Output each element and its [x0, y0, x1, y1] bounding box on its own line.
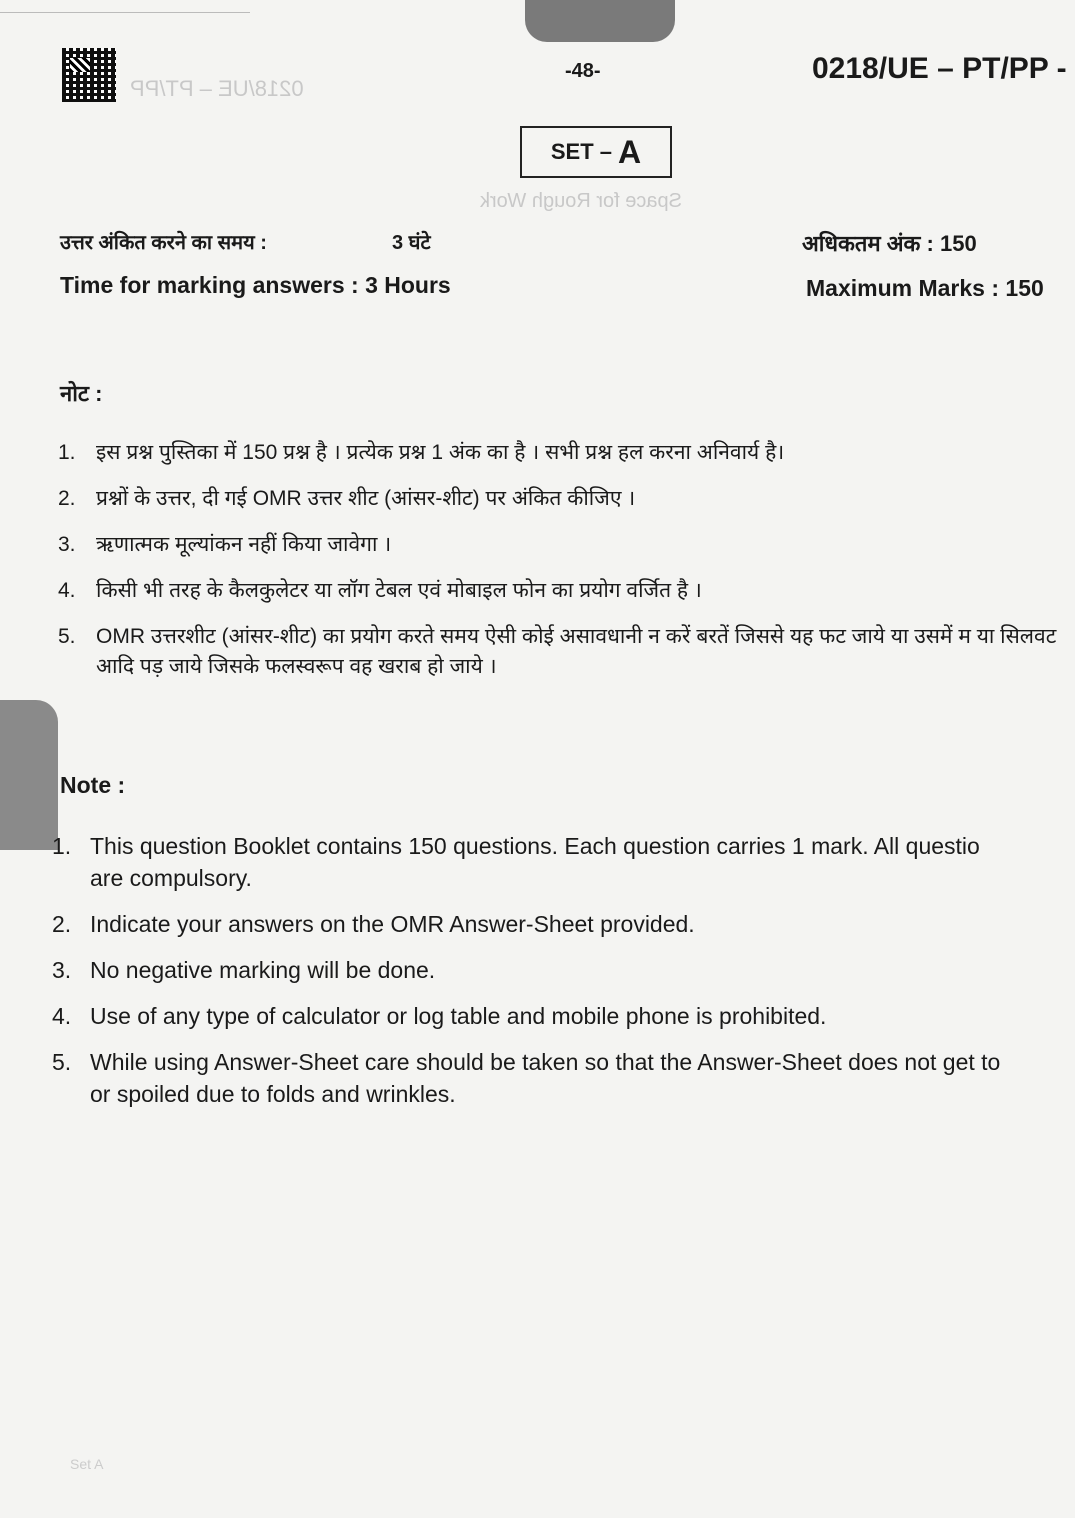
paper-code: 0218/UE – PT/PP - [812, 52, 1067, 85]
english-note-item [52, 1046, 1075, 1110]
english-note-item [52, 954, 1075, 986]
item-text: Indicate your answers on the OMR Answer-Sheet provided. [90, 911, 695, 937]
english-note-list [52, 830, 1075, 1124]
hindi-note-item [58, 484, 1075, 514]
item-text: प्रश्नों के उत्तर, दी गई OMR उत्तर शीट (आंसर-शीट) पर अंकित कीजिए । [96, 487, 636, 510]
item-number: 5. [52, 1049, 72, 1075]
item-text: Use of any type of calculator or log table and mobile phone is prohibited. [90, 1003, 827, 1029]
item-text-cont: or spoiled due to folds and wrinkles. [90, 1081, 456, 1107]
english-note-item [52, 908, 1075, 940]
item-text: ऋणात्मक मूल्यांकन नहीं किया जावेगा । [96, 533, 392, 556]
english-note-heading: Note : [60, 772, 126, 798]
english-time: Time for marking answers : 3 Hours [60, 272, 451, 298]
hindi-note-list [58, 438, 1075, 698]
top-binding-tab [525, 0, 675, 42]
item-text: While using Answer-Sheet care should be taken so that the Answer-Sheet does not get to [90, 1049, 1001, 1075]
item-number: 3. [58, 533, 76, 556]
item-text: This question Booklet contains 150 questions. Each question carries 1 mark. All questio [90, 833, 980, 859]
hindi-time-label: उत्तर अंकित करने का समय : [60, 232, 267, 254]
item-number: 5. [58, 625, 76, 648]
set-value: A [618, 133, 642, 170]
item-text: OMR उत्तरशीट (आंसर-शीट) का प्रयोग करते समय ऐसी कोई असावधानी न करें बरतें जिससे यह फट जाये या उसमें म या सिलवट आदि पड़ जाये जिसके फलस्वरूप वह खराब हो जाये । [96, 625, 1057, 678]
item-number: 2. [58, 487, 76, 510]
qr-code-icon [62, 48, 116, 102]
hindi-note-item [58, 576, 1075, 606]
english-max-marks: Maximum Marks : 150 [806, 275, 1044, 301]
item-number: 1. [58, 441, 76, 464]
rough-work-bleed: Space for Rough Work [480, 190, 682, 212]
faint-stamp: Set A [70, 1456, 104, 1472]
hindi-max-marks: अधिकतम अंक : 150 [802, 231, 977, 256]
item-text-cont: are compulsory. [90, 865, 252, 891]
hindi-note-item [58, 622, 1075, 682]
item-number: 3. [52, 957, 72, 983]
item-text: इस प्रश्न पुस्तिका में 150 प्रश्न है । प्रत्येक प्रश्न 1 अंक का है । सभी प्रश्न हल करना अनिवार्य है। [96, 441, 785, 464]
page-number: -48- [565, 60, 601, 82]
top-rule [0, 12, 250, 13]
item-text: No negative marking will be done. [90, 957, 436, 983]
item-number: 1. [52, 833, 72, 859]
hindi-note-heading: नोट : [60, 381, 103, 406]
english-note-item [52, 830, 1075, 894]
item-number: 4. [58, 579, 76, 602]
hindi-time-value: 3 घंटे [392, 232, 431, 254]
mirror-code-bleed: 0218/UE – PT/PP [130, 76, 304, 101]
hindi-note-item [58, 530, 1075, 560]
item-number: 4. [52, 1003, 72, 1029]
set-box [520, 126, 672, 178]
item-text: किसी भी तरह के कैलकुलेटर या लॉग टेबल एवं मोबाइल फोन का प्रयोग वर्जित है । [96, 579, 702, 602]
item-number: 2. [52, 911, 72, 937]
set-label: SET – [550, 139, 613, 164]
english-note-item [52, 1000, 1075, 1032]
side-binding-tab [0, 700, 58, 850]
hindi-note-item [58, 438, 1075, 468]
